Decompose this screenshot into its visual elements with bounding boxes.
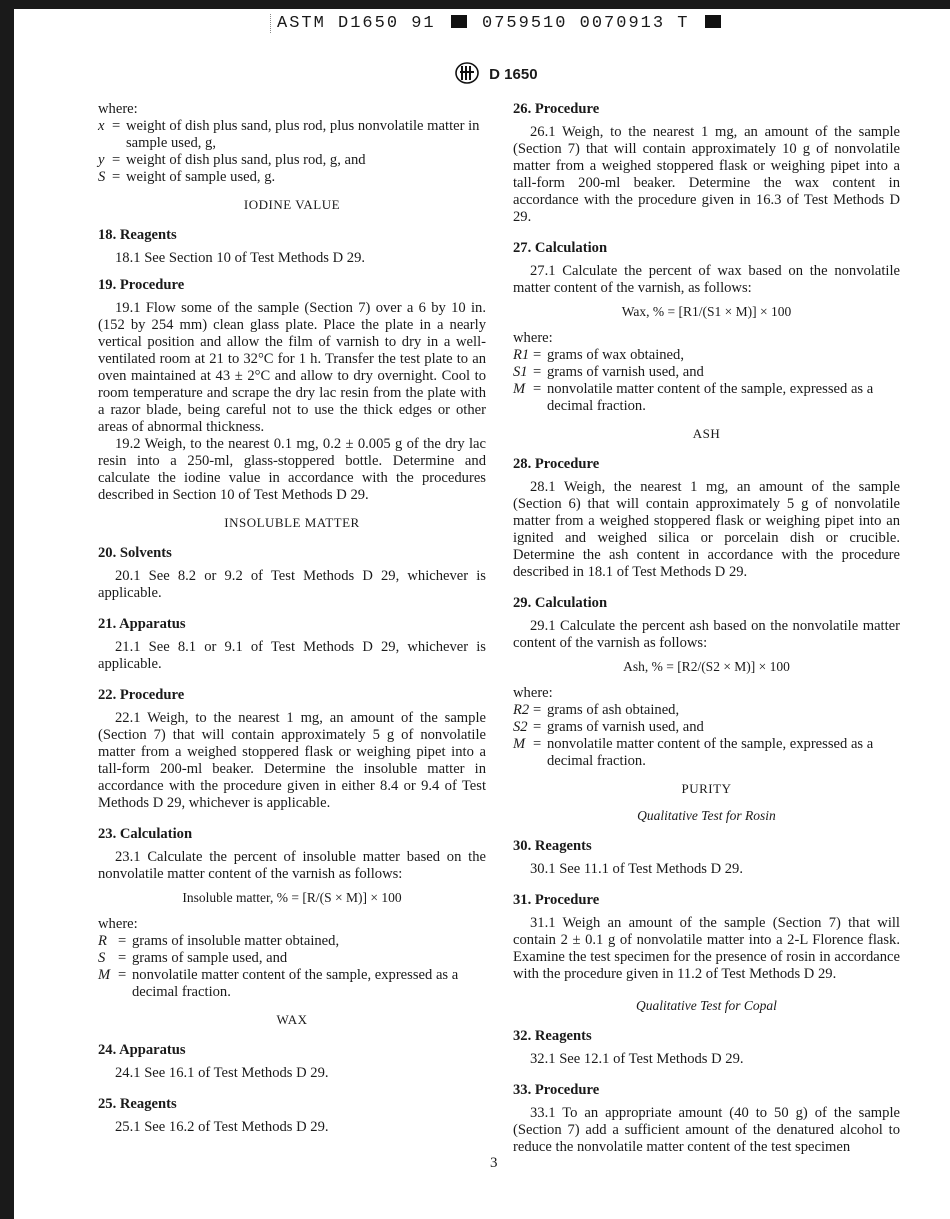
- heading-20: 20. Solvents: [98, 545, 172, 561]
- definition-item: S2 = grams of varnish used, and: [513, 719, 704, 735]
- heading-22: 22. Procedure: [98, 687, 185, 703]
- header-code-left: ASTM D1650 91: [277, 14, 436, 33]
- equation-ash: Ash, % = [R2/(S2 × M)] × 100: [623, 659, 790, 674]
- definition-item: S = weight of sample used, g.: [98, 169, 276, 185]
- definition-item: R1 = grams of wax obtained,: [513, 347, 684, 363]
- para-26-1: 26.1 Weigh, to the nearest 1 mg, an amount of the sample (Section 7) that will contain approximately 10 g of nonvolatile matter from a weighed stoppered flask or weighing pipet into a tall-form 200-ml beaker. Determine the wax content in accordance with the procedure given in 16.3 of Test Methods D 29.: [513, 124, 900, 225]
- para-27-1: 27.1 Calculate the percent of wax based on the nonvolatile matter content of the varnish, as follows:: [513, 263, 900, 296]
- header-block-mark: [451, 15, 467, 28]
- where-label: where:: [98, 916, 138, 932]
- definition-item: S = grams of sample used, and: [98, 950, 288, 966]
- heading-32: 32. Reagents: [513, 1028, 592, 1044]
- designation-row: [455, 62, 538, 84]
- heading-29: 29. Calculation: [513, 595, 608, 611]
- para-31-1: 31.1 Weigh an amount of the sample (Section 7) that will contain 2 ± 0.1 g of nonvolatile matter into a 2-L Florence flask. Examine the test specimen for the presence of rosin in accordance with the procedure given in 11.2 of Test Methods D 29.: [513, 915, 900, 982]
- heading-33: 33. Procedure: [513, 1082, 600, 1098]
- header-block-mark: [705, 15, 721, 28]
- heading-18: 18. Reagents: [98, 227, 177, 243]
- equation-wax: Wax, % = [R1/(S1 × M)] × 100: [621, 304, 792, 319]
- heading-30: 30. Reagents: [513, 838, 592, 854]
- left-column: [98, 101, 486, 1136]
- para-28-1: 28.1 Weigh, the nearest 1 mg, an amount of the sample (Section 6) that will contain approximately 5 g of nonvolatile matter from a weighed stoppered flask or weighing pipet into an ignited and weighed silica or porcelain dish or crucible. Determine the ash content in accordance with the procedure described in 18.1 of Test Methods D 29.: [513, 479, 900, 580]
- para-24-1: 24.1 See 16.1 of Test Methods D 29.: [115, 1065, 329, 1081]
- para-18-1: 18.1 See Section 10 of Test Methods D 29.: [115, 250, 366, 266]
- para-19-2: 19.2 Weigh, to the nearest 0.1 mg, 0.2 ± 0.005 g of the dry lac resin into a 250-ml, glass-stoppered bottle. Determine and calculate the iodine value in accordance with the procedures described in Section 10 of Test Methods D 29.: [98, 436, 486, 503]
- scan-left-border: [0, 0, 14, 1219]
- where-label: where:: [513, 330, 553, 346]
- heading-26: 26. Procedure: [513, 101, 600, 117]
- para-30-1: 30.1 See 11.1 of Test Methods D 29.: [530, 861, 744, 877]
- heading-25: 25. Reagents: [98, 1096, 177, 1112]
- definition-item: R2 = grams of ash obtained,: [513, 702, 680, 718]
- header-code-mid: 0759510 0070913 T: [482, 14, 690, 33]
- section-heading-wax: WAX: [276, 1012, 308, 1027]
- definition-item: M = nonvolatile matter content of the sample, expressed as a decimal fraction.: [98, 967, 459, 1000]
- definition-item: R = grams of insoluble matter obtained,: [98, 933, 340, 949]
- equation-insoluble: Insoluble matter, % = [R/(S × M)] × 100: [182, 890, 402, 905]
- heading-19: 19. Procedure: [98, 277, 185, 293]
- subheading-copal: Qualitative Test for Copal: [636, 998, 777, 1013]
- definition-item: y = weight of dish plus sand, plus rod, g, and: [98, 152, 366, 168]
- heading-27: 27. Calculation: [513, 240, 608, 256]
- heading-31: 31. Procedure: [513, 892, 600, 908]
- where-label: where:: [98, 101, 138, 117]
- para-20-1: 20.1 See 8.2 or 9.2 of Test Methods D 29, whichever is applicable.: [98, 568, 486, 601]
- heading-28: 28. Procedure: [513, 456, 600, 472]
- heading-21: 21. Apparatus: [98, 616, 186, 632]
- para-23-1: 23.1 Calculate the percent of insoluble matter based on the nonvolatile matter content of the varnish as follows:: [98, 849, 486, 882]
- para-21-1: 21.1 See 8.1 or 9.1 of Test Methods D 29, whichever is applicable.: [98, 639, 486, 672]
- section-heading-insoluble: INSOLUBLE MATTER: [224, 515, 360, 530]
- definition-item: M = nonvolatile matter content of the sample, expressed as a decimal fraction.: [513, 736, 874, 769]
- definition-item: S1 = grams of varnish used, and: [513, 364, 704, 380]
- scan-top-border: [0, 0, 950, 9]
- page-number: 3: [490, 1155, 498, 1171]
- para-25-1: 25.1 See 16.2 of Test Methods D 29.: [115, 1119, 329, 1135]
- section-heading-iodine: IODINE VALUE: [243, 197, 341, 212]
- para-33-1: 33.1 To an appropriate amount (40 to 50 g) of the sample (Section 7) add a sufficient amount of the denatured alcohol to reduce the nonvolatile matter content of the test specimen: [513, 1105, 900, 1155]
- right-column: [513, 101, 900, 1156]
- astm-logo-icon: [455, 62, 479, 84]
- para-29-1: 29.1 Calculate the percent ash based on the nonvolatile matter content of the varnish as follows:: [513, 618, 900, 651]
- para-22-1: 22.1 Weigh, to the nearest 1 mg, an amount of the sample (Section 7) that will contain approximately 5 g of nonvolatile matter from a weighed stoppered flask or weighing pipet into a tall-form 200-ml beaker. Determine the insoluble matter in accordance with the procedure given in either 8.4 or 9.4 of Test Methods D 29, whichever is applicable.: [98, 710, 486, 811]
- definition-item: M = nonvolatile matter content of the sample, expressed as a decimal fraction.: [513, 381, 874, 414]
- document-code-header: [270, 14, 717, 33]
- heading-24: 24. Apparatus: [98, 1042, 186, 1058]
- heading-23: 23. Calculation: [98, 826, 193, 842]
- para-19-1: 19.1 Flow some of the sample (Section 7) over a 6 by 10 in. (152 by 254 mm) clean glass plate. Place the plate in a nearly vertical position and allow the film of varnish to dry in a well-ventilated room at 21 to 32°C for 1 h. Transfer the test plate to an oven maintained at 43 ± 2°C and allow to dry overnight. Cool to room temperature and scrape the dry lac resin from the plate with a razor blade, being careful not to use the thick edges or other areas of abnormal thickness.: [98, 300, 486, 435]
- section-heading-purity: PURITY: [681, 781, 732, 796]
- para-32-1: 32.1 See 12.1 of Test Methods D 29.: [530, 1051, 744, 1067]
- definition-item: x = weight of dish plus sand, plus rod, plus nonvolatile matter in sample used, g,: [98, 118, 480, 151]
- designation: D 1650: [489, 66, 538, 83]
- subheading-rosin: Qualitative Test for Rosin: [637, 808, 776, 823]
- section-heading-ash: ASH: [692, 426, 721, 441]
- where-label: where:: [513, 685, 553, 701]
